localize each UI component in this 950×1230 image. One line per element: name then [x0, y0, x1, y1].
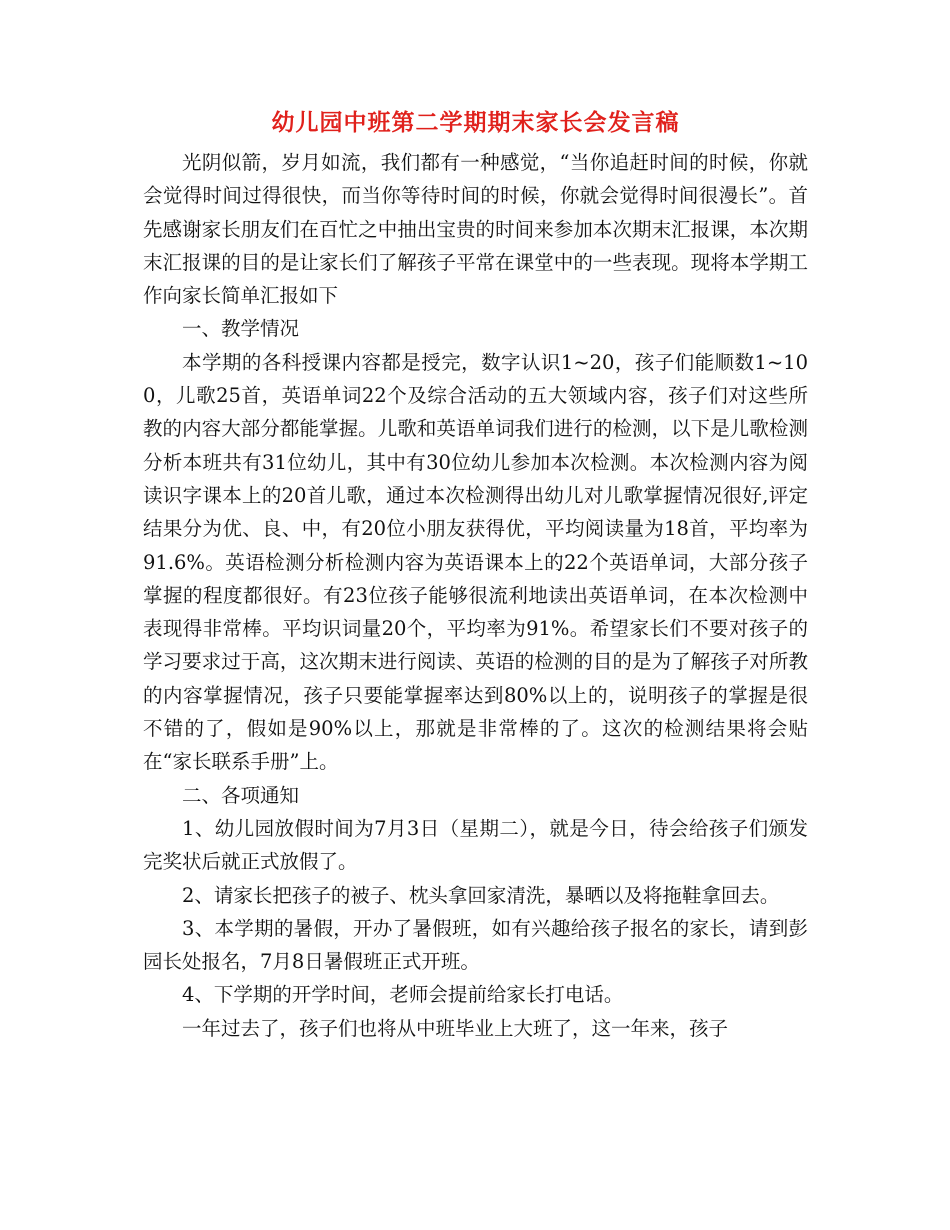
intro-paragraph: 光阴似箭，岁月如流，我们都有一种感觉，“当你追赶时间的时候，你就会觉得时间过得很快，而当你等待时间的时候，你就会觉得时间很漫长”。首先感谢家长朋友们在百忙之中抽出宝贵的时间来参加本次期末汇报课，本次期末汇报课的目的是让家长们了解孩子平常在课堂中的一些表现。现将本学期工作向家长简单汇报如下 — [143, 151, 808, 308]
document-title: 幼儿园中班第二学期期末家长会发言稿 — [271, 109, 680, 136]
section-heading-notices: 二、各项通知 — [182, 783, 300, 807]
notice-item-4: 4、下学期的开学时间，老师会提前给家长打电话。 — [182, 983, 624, 1007]
section-heading-teaching: 一、教学情况 — [182, 317, 300, 341]
teaching-paragraph: 本学期的各科授课内容都是授完，数字认识1~20，孩子们能顺数1~100，儿歌25首，英语单词22个及综合活动的五大领域内容，孩子们对这些所教的内容大部分都能掌握。儿歌和英语单词我们进行的检测，以下是儿歌检测分析本班共有31位幼儿，其中有30位幼儿参加本次检测。本次检测内容为阅读识字课本上的20首儿歌，通过本次检测得出幼儿对儿歌掌握情况很好,评定结果分为优、良、中，有20位小朋友获得优，平均阅读量为18首，平均率为91.6%。英语检测分析检测内容为英语课本上的22个英语单词，大部分孩子掌握的程度都很好。有23位孩子能够很流利地读出英语单词，在本次检测中表现得非常棒。平均识词量20个，平均率为91%。希望家长们不要对孩子的学习要求过于高，这次期末进行阅读、英语的检测的目的是为了解孩子对所教的内容掌握情况，孩子只要能掌握率达到80%以上的，说明孩子的掌握是很不错的了，假如是90%以上，那就是非常棒的了。这次的检测结果将会贴在“家长联系手册”上。 — [143, 350, 808, 774]
document-page — [143, 108, 808, 1045]
notice-item-3: 3、本学期的暑假，开办了暑假班，如有兴趣给孩子报名的家长，请到彭园长处报名，7月8日暑假班正式开班。 — [143, 916, 808, 974]
notice-item-1: 1、幼儿园放假时间为7月3日（星期二），就是今日，待会给孩子们颁发完奖状后就正式放假了。 — [143, 816, 808, 874]
notice-item-2: 2、请家长把孩子的被子、枕头拿回家清洗，暴晒以及将拖鞋拿回去。 — [182, 883, 780, 907]
closing-paragraph: 一年过去了，孩子们也将从中班毕业上大班了，这一年来，孩子 — [182, 1016, 729, 1040]
